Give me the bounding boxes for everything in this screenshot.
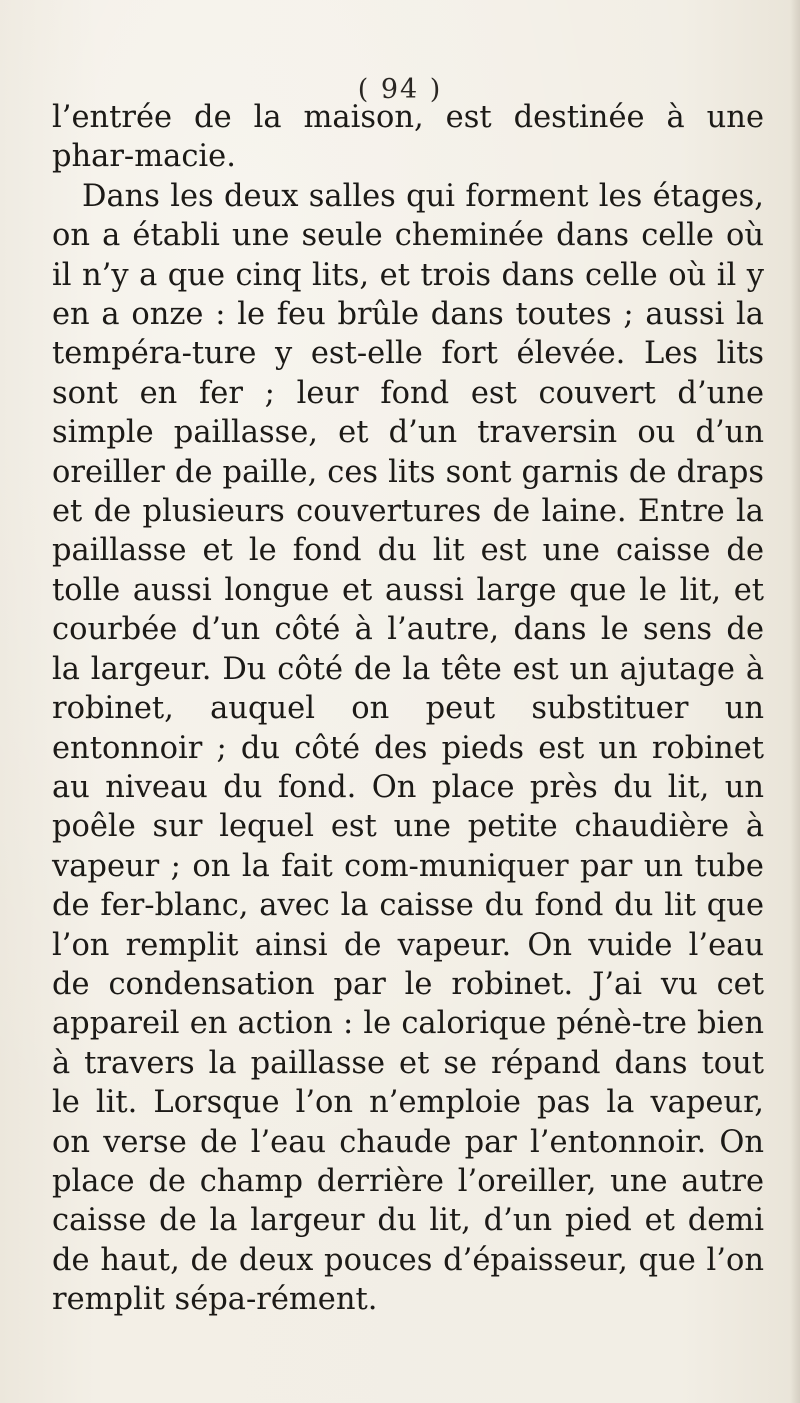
paragraph-continuation: l’entrée de la maison, est destinée à une phar-macie.	[52, 100, 764, 175]
body-text	[52, 98, 764, 1320]
page-edge-shadow	[790, 0, 800, 1403]
paragraph-lits-description: Dans les deux salles qui forment les étages, on a établi une seule cheminée dans celle où il n’y a que cinq lits, et trois dans celle où il y en a onze : le feu brûle dans toutes ; aussi la tempéra-ture y est-elle fort élevée. Les lits sont en fer ; leur fond est couvert d’une simple paillasse, et d’un traversin ou d’un oreiller de paille, ces lits sont garnis de draps et de plusieurs couvertures de laine. Entre la paillasse et le fond du lit est une caisse de tolle aussi longue et aussi large que le lit, et courbée d’un côté à l’autre, dans le sens de la largeur. Du côté de la tête est un ajutage à robinet, auquel on peut substituer un entonnoir ; du côté des pieds est un robinet au niveau du fond. On place près du lit, un poêle sur lequel est une petite chaudière à vapeur ; on la fait com-muniquer par un tube de fer-blanc, avec la caisse du fond du lit que l’on remplit ainsi de vapeur. On vuide l’eau de condensation par le robinet. J’ai vu cet appareil en action : le calorique pénè-tre bien à travers la paillasse et se répand dans tout le lit. Lorsque l’on n’emploie pas la vapeur, on verse de l’eau chaude par l’entonnoir. On place de champ derrière l’oreiller, une autre caisse de la largeur du lit, d’un pied et demi de haut, de deux pouces d’épaisseur, que l’on remplit sépa-rément.	[52, 178, 764, 1318]
page-number: ( 94 )	[357, 74, 443, 105]
